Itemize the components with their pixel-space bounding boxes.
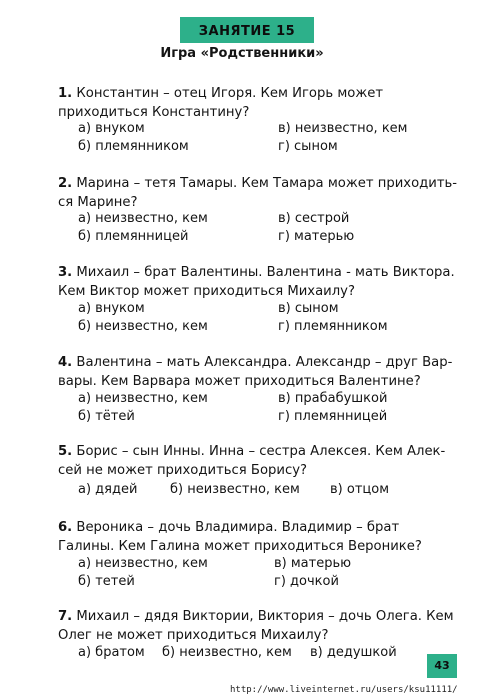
option-v: в) прабабушкой	[278, 391, 388, 406]
footer-url[interactable]: http://www.liveinternet.ru/users/ksu11111/	[230, 685, 458, 695]
page-number: 43	[427, 654, 457, 678]
question-number: 1.	[58, 86, 73, 101]
question-6	[58, 518, 458, 556]
option-v: в) сыном	[278, 301, 339, 316]
question-1	[58, 84, 458, 122]
option-b: б) тётей	[78, 409, 135, 424]
option-b: б) неизвестно, кем	[162, 645, 292, 660]
option-a: а) неизвестно, кем	[78, 391, 208, 406]
question-4	[58, 353, 458, 391]
question-text: Марина – тетя Тамары. Кем Тамара может приходить-ся Марине?	[58, 176, 458, 210]
option-a: а) неизвестно, кем	[78, 556, 208, 571]
option-v: в) отцом	[330, 482, 390, 497]
question-number: 6.	[58, 520, 73, 535]
option-a: а) неизвестно, кем	[78, 211, 208, 226]
question-text: Вероника – дочь Владимира. Владимир – брат Галины. Кем Галина может приходиться Веронике?	[58, 520, 422, 554]
question-number: 2.	[58, 176, 73, 191]
question-text: Валентина – мать Александра. Александр – друг Вар-вары. Кем Варвара может приходиться Валентине?	[58, 355, 453, 389]
option-v: в) неизвестно, кем	[278, 121, 408, 136]
question-number: 3.	[58, 265, 73, 280]
option-v: в) матерью	[274, 556, 352, 571]
question-5	[58, 442, 458, 480]
option-g: г) дочкой	[274, 574, 339, 589]
question-text: Константин – отец Игоря. Кем Игорь может приходиться Константину?	[58, 86, 384, 120]
option-a: а) внуком	[78, 121, 145, 136]
question-text: Михаил – дядя Виктории, Виктория – дочь Олега. Кем Олег не может приходиться Михаилу?	[58, 609, 454, 643]
question-3	[58, 263, 458, 301]
question-number: 5.	[58, 444, 73, 459]
option-a: а) дядей	[78, 482, 138, 497]
question-number: 7.	[58, 609, 73, 624]
option-a: а) братом	[78, 645, 145, 660]
option-b: б) неизвестно, кем	[78, 319, 208, 334]
option-g: г) сыном	[278, 139, 338, 154]
option-g: г) племянником	[278, 319, 388, 334]
option-g: г) матерью	[278, 229, 355, 244]
option-g: г) племянницей	[278, 409, 388, 424]
question-2	[58, 174, 458, 212]
lesson-banner: ЗАНЯТИЕ 15	[180, 17, 314, 43]
option-b: б) племянницей	[78, 229, 189, 244]
option-b: б) тетей	[78, 574, 135, 589]
option-b: б) неизвестно, кем	[170, 482, 300, 497]
option-a: а) внуком	[78, 301, 145, 316]
question-7	[58, 607, 458, 645]
page-title: Игра «Родственники»	[160, 46, 324, 61]
option-v: в) дедушкой	[310, 645, 397, 660]
option-v: в) сестрой	[278, 211, 350, 226]
option-b: б) племянником	[78, 139, 189, 154]
question-text: Борис – сын Инны. Инна – сестра Алексея. Кем Алек-сей не может приходиться Борису?	[58, 444, 446, 478]
question-number: 4.	[58, 355, 73, 370]
question-text: Михаил – брат Валентины. Валентина - мать Виктора. Кем Виктор может приходиться Михаилу?	[58, 265, 455, 299]
